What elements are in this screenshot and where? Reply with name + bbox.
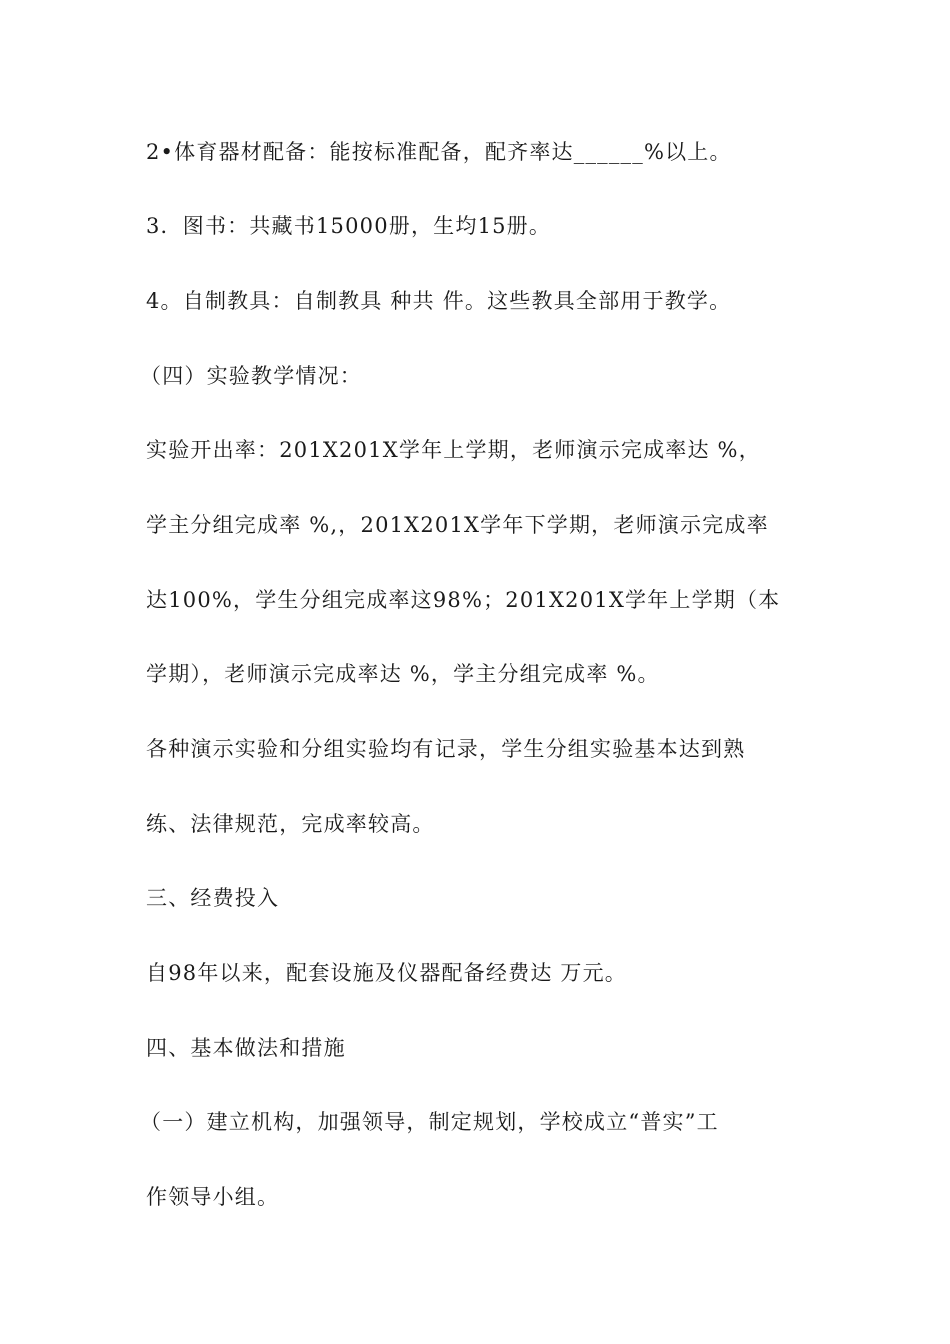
text-line-equipment: 2•体育器材配备：能按标准配备，配齐率达______%以上。 (146, 140, 732, 164)
text-line: 作领导小组。 (146, 1185, 280, 1209)
text-line-books: 3．图书：共藏书15000册，生均15册。 (146, 214, 552, 238)
text-line: 各种演示实验和分组实验均有记录，学生分组实验基本达到熟 (146, 737, 746, 761)
text-line: 达100%，学生分组完成率这98%；201X201X学年上学期（本 (146, 588, 781, 612)
text-line: 练、法律规范，完成率较高。 (146, 812, 435, 836)
text-line: （一）建立机构，加强领导，制定规划，学校成立“普实”工 (140, 1110, 719, 1134)
text-line: 实验开出率：201X201X学年上学期，老师演示完成率达 %， (146, 438, 761, 462)
text-line: 自98年以来，配套设施及仪器配备经费达 万元。 (146, 961, 627, 985)
section-heading-funding: 三、经费投入 (146, 886, 280, 910)
section-heading-experiment-teaching: （四）实验教学情况： (140, 364, 362, 388)
text-line: 学期），老师演示完成率达 %，学主分组完成率 %。 (146, 662, 660, 686)
section-heading-measures: 四、基本做法和措施 (146, 1036, 346, 1060)
text-line: 学主分组完成率 %,，201X201X学年下学期，老师演示完成率 (146, 513, 769, 537)
text-line-teaching-aids: 4。自制教具：自制教具 种共 件。这些教具全部用于教学。 (146, 289, 732, 313)
